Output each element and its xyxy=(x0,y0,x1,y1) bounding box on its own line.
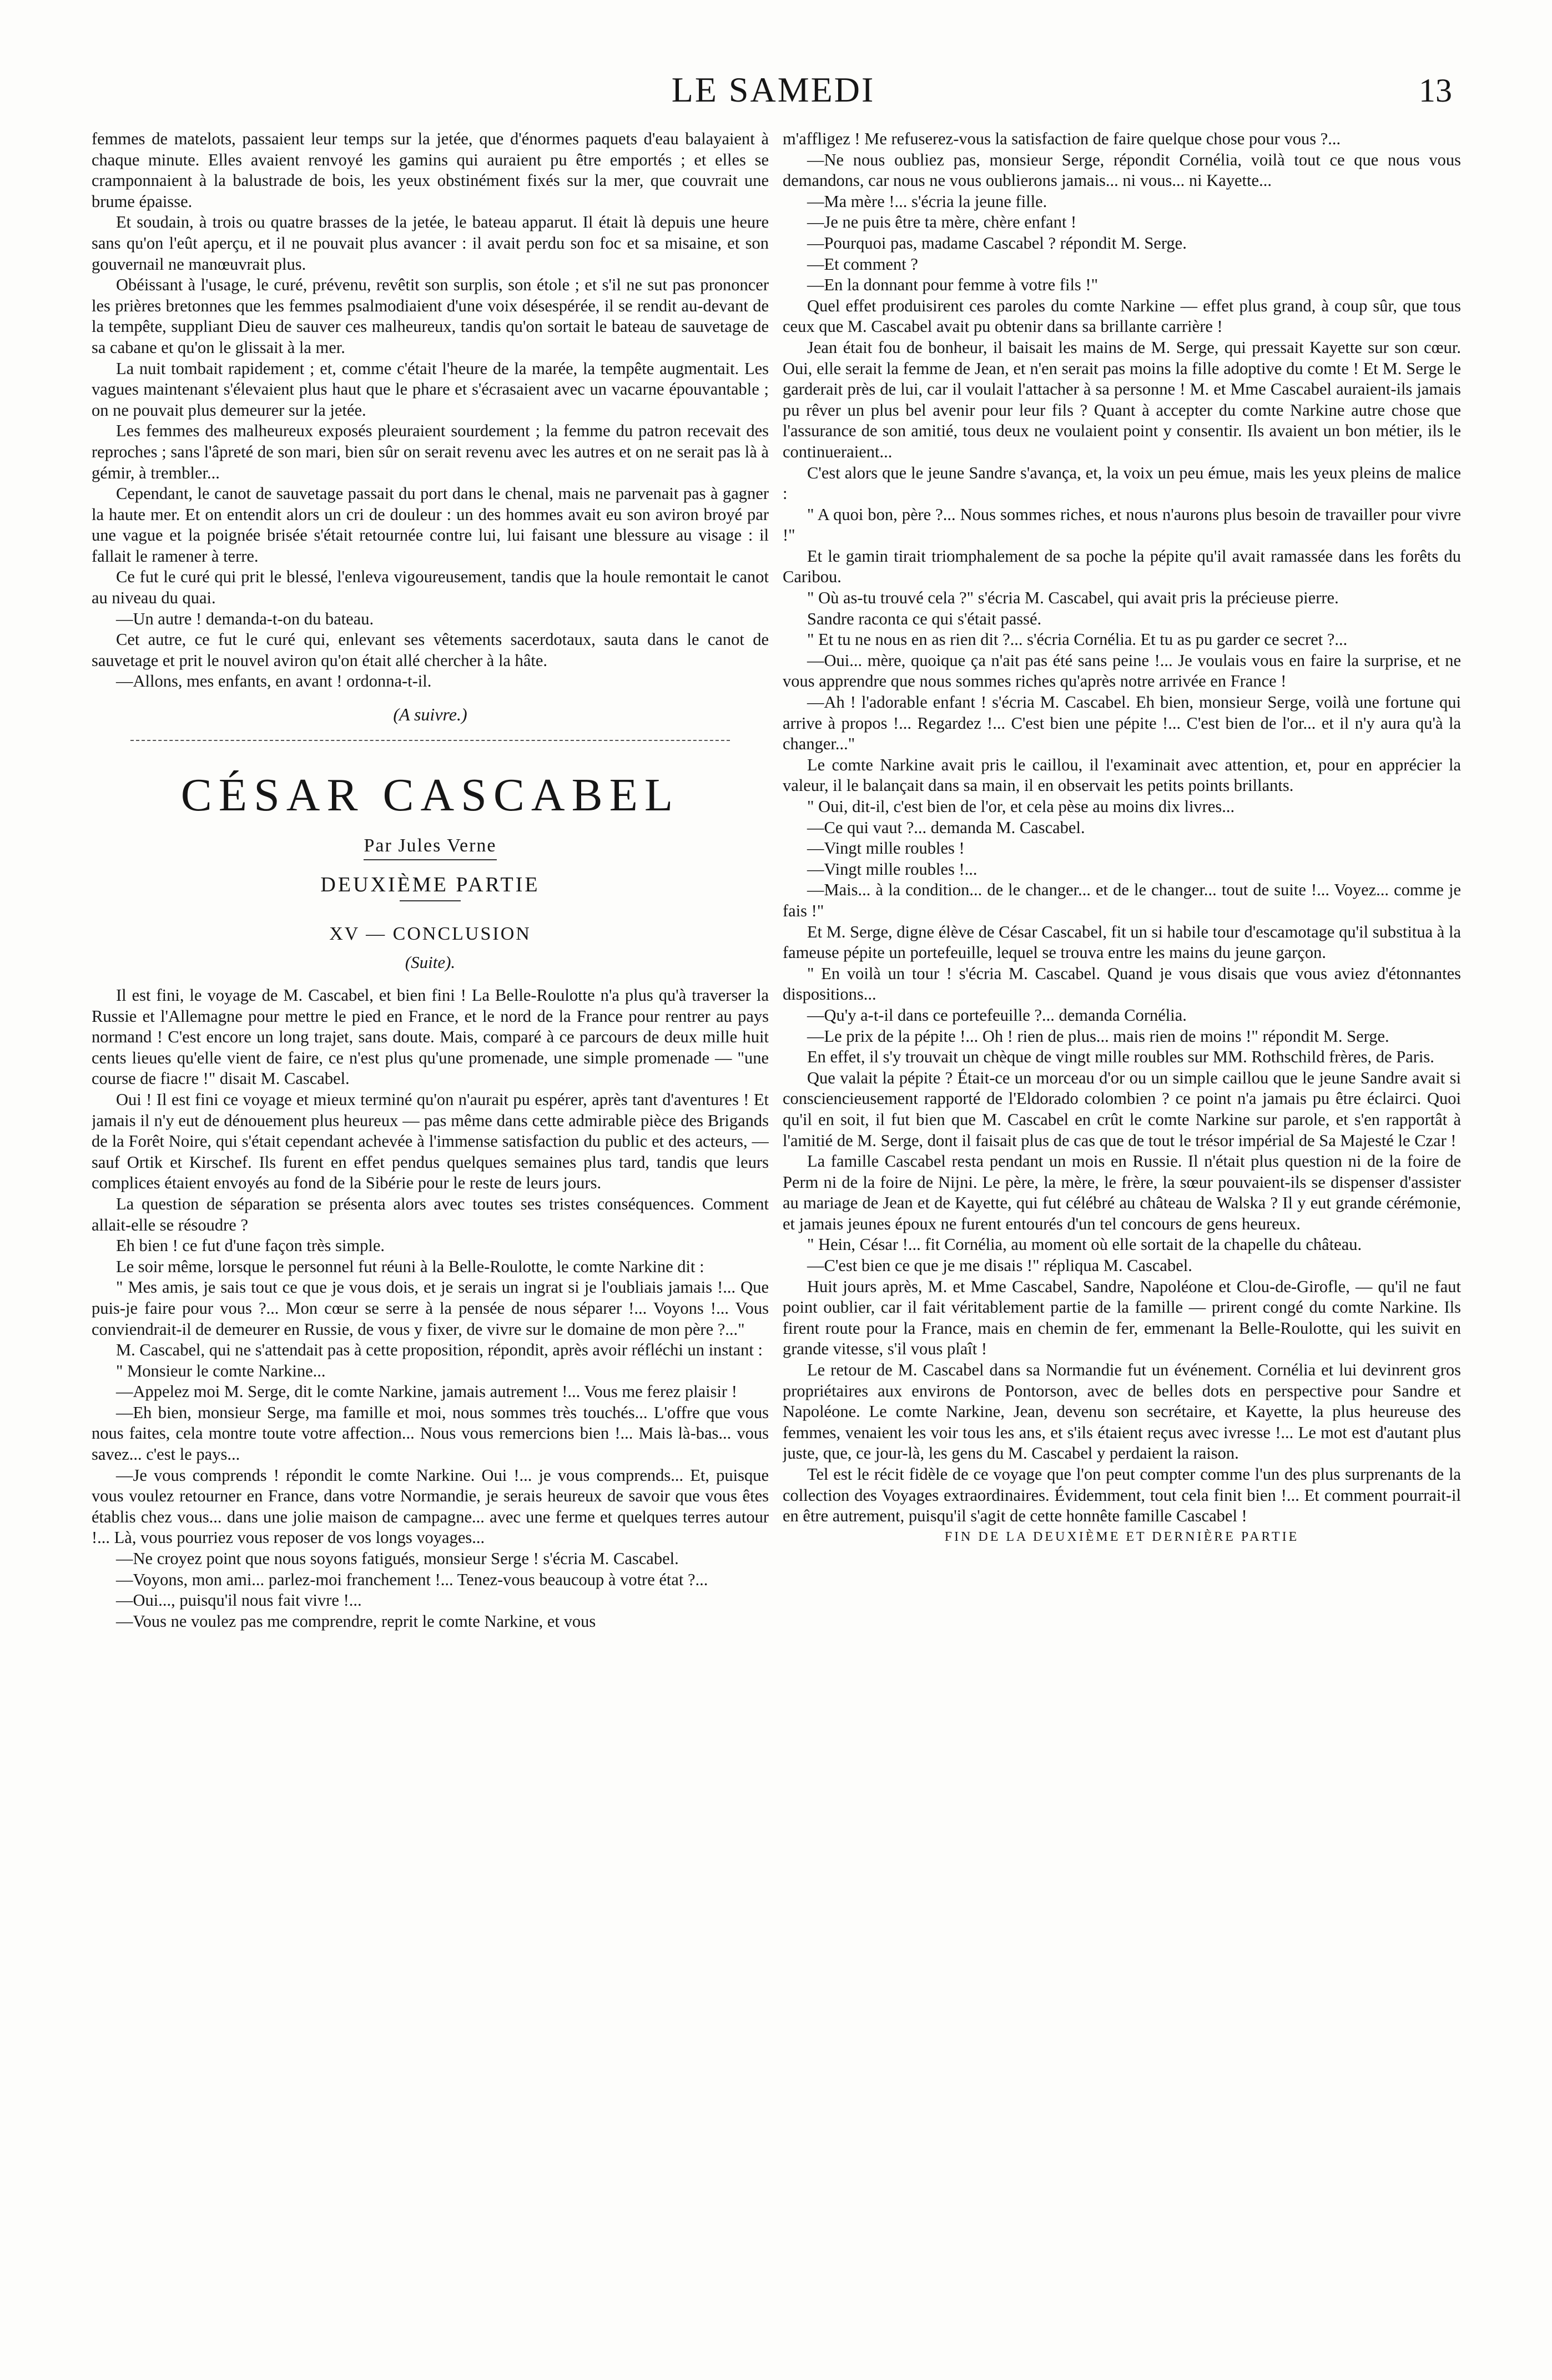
right-column xyxy=(783,129,1461,2305)
paragraph: —Appelez moi M. Serge, dit le comte Narkine, jamais autrement !... Vous me ferez plaisir ! xyxy=(116,1382,737,1401)
paragraph: —Vingt mille roubles !... xyxy=(807,859,977,879)
paragraph: Quel effet produisirent ces paroles du comte Narkine — effet plus grand, à coup sûr, que tous ceux que M. Cascabel avait pu obtenir dans sa brillante carrière ! xyxy=(783,296,1461,336)
article-byline: Par Jules Verne xyxy=(364,835,497,856)
paragraph: —Pourquoi pas, madame Cascabel ? répondit M. Serge. xyxy=(807,233,1187,253)
paragraph: Et soudain, à trois ou quatre brasses de la jetée, le bateau apparut. Il était là depuis une heure sans qu'on l'eût aperçu, et il ne pouvait plus avancer : il avait perdu son foc et sa misaine, et son gouvernail ne manœuvrait plus. xyxy=(92,213,769,274)
paragraph: Huit jours après, M. et Mme Cascabel, Sandre, Napoléone et Clou-de-Girofle, — qu'il ne faut point oublier, car il fait véritablement partie de la famille — prirent congé du comte Narkine. Ils firent route pour la France, mais en chemin de fer, emmenant la Belle-Roulotte, qui les suivit en grande vitesse, s'il vous plaît ! xyxy=(783,1277,1461,1359)
paragraph: —Oui..., puisqu'il nous fait vivre !... xyxy=(116,1591,362,1610)
paragraph: Que valait la pépite ? Était-ce un morceau d'or ou un simple caillou que le jeune Sandre avait si consciencieusement rapporté de l'Eldorado colombien ? ce point n'a jamais pu être éclairci. Quoi qu'il en soit, il fut bien que M. Cascabel en crût le comte Narkine sur parole, et s'en rapportât à l'amitié de M. Serge, dont il faisait plus de cas que de tout le trésor impérial de Sa Majesté le Czar ! xyxy=(783,1068,1461,1150)
paragraph: —Je vous comprends ! répondit le comte Narkine. Oui !... je vous comprends... Et, puisque vous voulez retourner en France, dans votre Normandie, je serais heureux de savoir que vous êtes établis chez vous... dans une jolie maison de campagne... avec une ferme et quelques terres autour !... Là, vous pourriez vous reposer de vos longs voyages... xyxy=(92,1465,769,1547)
paragraph: Et M. Serge, digne élève de César Cascabel, fit un si habile tour d'escamotage qu'il substitua à la fameuse pépite un portefeuille, lequel se trouva entre les mains du jeune garçon. xyxy=(783,922,1461,962)
paragraph: En effet, il s'y trouvait un chèque de vingt mille roubles sur MM. Rothschild frères, de Paris. xyxy=(807,1047,1434,1067)
paragraph: —Qu'y a-t-il dans ce portefeuille ?... demanda Cornélia. xyxy=(807,1005,1187,1025)
article-part: DEUXIÈME PARTIE xyxy=(320,873,540,897)
paragraph: M. Cascabel, qui ne s'attendait pas à cette proposition, répondit, après avoir réfléchi un instant : xyxy=(116,1340,763,1360)
running-title: LE SAMEDI xyxy=(671,70,875,109)
paragraph: —Vous ne voulez pas me comprendre, reprit le comte Narkine, et vous xyxy=(116,1611,596,1631)
paragraph: " Hein, César !... fit Cornélia, au moment où elle sortait de la chapelle du château. xyxy=(807,1235,1362,1254)
paragraph: —Le prix de la pépite !... Oh ! rien de plus... mais rien de moins !" répondit M. Serge. xyxy=(807,1026,1389,1046)
paragraph: " Où as-tu trouvé cela ?" s'écria M. Cascabel, qui avait pris la précieuse pierre. xyxy=(807,588,1339,608)
paragraph: Ce fut le curé qui prit le blessé, l'enleva vigoureusement, tandis que la houle remontait le canot au niveau du quai. xyxy=(92,567,769,608)
paragraph: —Mais... à la condition... de le changer... et de le changer... tout de suite !... Voyez... comme je fais !" xyxy=(783,880,1461,920)
paragraph: —Ne croyez point que nous soyons fatigués, monsieur Serge ! s'écria M. Cascabel. xyxy=(116,1549,679,1569)
paragraph: " En voilà un tour ! s'écria M. Cascabel. Quand je vous disais que vous aviez d'étonnantes dispositions... xyxy=(783,964,1461,1004)
article-title: CÉSAR CASCABEL xyxy=(180,769,680,821)
a-suivre-note: (A suivre.) xyxy=(393,704,467,725)
paragraph: Le comte Narkine avait pris le caillou, il l'examinait avec attention, et, pour en apprécier la valeur, il le balançait dans sa main, il en observait les petits points brillants. xyxy=(783,755,1461,795)
paragraph: —Ma mère !... s'écria la jeune fille. xyxy=(807,191,1047,211)
paragraph: Il est fini, le voyage de M. Cascabel, et bien fini ! La Belle-Roulotte n'a plus qu'à traverser la Russie et l'Allemagne pour mettre le pied en France, et le nord de la France pour rentrer au pays normand ! C'est encore un long trajet, sans doute. Mais, comparé à ce parcours de deux mille huit cents lieues qu'elle vient de faire, ce n'est plus qu'une promenade, une simple promenade — "une course de fiacre !" disait M. Cascabel. xyxy=(92,986,769,1088)
paragraph: La nuit tombait rapidement ; et, comme c'était l'heure de la marée, la tempête augmentait. Les vagues maintenant s'élevaient plus haut que le phare et s'écrasaient avec un vacarne épouvantable ; on ne pouvait plus demeurer sur la jetée. xyxy=(92,359,769,420)
paragraph: —Et comment ? xyxy=(807,254,918,274)
paragraph: —Ce qui vaut ?... demanda M. Cascabel. xyxy=(807,818,1085,837)
paragraph: Le soir même, lorsque le personnel fut réuni à la Belle-Roulotte, le comte Narkine dit : xyxy=(116,1257,704,1276)
section-divider xyxy=(130,740,730,741)
left-column xyxy=(92,129,769,2305)
paragraph: —C'est bien ce que je me disais !" répliqua M. Cascabel. xyxy=(807,1256,1192,1275)
paragraph: Cependant, le canot de sauvetage passait du port dans le chenal, mais ne parvenait pas à gagner la haute mer. Et on entendit alors un cri de douleur : un des hommes avait eu son aviron broyé par une vague et la poignée brisée s'était retournée contre lui, lui faisant une blessure au visage : il fallait le ramener à terre. xyxy=(92,484,769,566)
paragraph: " Oui, dit-il, c'est bien de l'or, et cela pèse au moins dix livres... xyxy=(807,797,1235,816)
paragraph: Jean était fou de bonheur, il baisait les mains de M. Serge, qui pressait Kayette sur son cœur. Oui, elle serait la femme de Jean, et n'en serait pas moins la fille adoptive du comte ! Et M. Serge le garderait près de lui, car il voulait l'attacher à sa personne ! M. et Mme Cascabel auraient-ils jamais pu rêver un plus bel avenir pour leur fils ? Quant à accepter du comte Narkine autre chose que l'assurance de son amitié, tous deux ne voulaient point y consentir. Ils avaient un bon métier, ils le continueraient... xyxy=(783,337,1461,461)
paragraph: Eh bien ! ce fut d'une façon très simple. xyxy=(116,1236,385,1255)
part-rule xyxy=(400,900,461,901)
paragraph: Obéissant à l'usage, le curé, prévenu, revêtit son surplis, son étole ; et s'il ne sut pas prononcer les prières bretonnes que les femmes psalmodiaient d'une voix désespérée, il se rendit au-devant de la tempête, suppliant Dieu de sauver ces malheureux, tandis qu'on sortait le bateau de sauvetage de sa cabane et qu'on le glissait à la mer. xyxy=(92,275,769,357)
paragraph: —En la donnant pour femme à votre fils !" xyxy=(807,275,1099,295)
paragraph: —Vingt mille roubles ! xyxy=(807,839,965,858)
paragraph: m'affligez ! Me refuserez-vous la satisfaction de faire quelque chose pour vous ?... xyxy=(783,129,1341,148)
paragraph: femmes de matelots, passaient leur temps sur la jetée, que d'énormes paquets d'eau balayaient à chaque minute. Elles avaient renvoyé les gamins qui auraient pu être emportés ; et elles se cramponnaient à la balustrade de bois, les yeux obstinément fixés sur la mer, que couvrait une brume épaisse. xyxy=(92,129,769,211)
paragraph: Le retour de M. Cascabel dans sa Normandie fut un événement. Cornélia et lui devinrent gros propriétaires aux environs de Pontorson, avec de belles dots en perspective pour Sandre et Napoléone. Le comte Narkine, Jean, devenu son secrétaire, et Kayette, la plus heureuse des femmes, venaient les voir tous les ans, et s'ils étaient reçus avec ivresse !... Le mot est d'autant plus juste, que, ce jour-là, les gens du M. Cascabel y perdaient la raison. xyxy=(783,1360,1461,1463)
paragraph: " Mes amis, je sais tout ce que je vous dois, et je serais un ingrat si je l'oubliais jamais !... Que puis-je faire pour vous ?... Mon cœur se serre à la pensée de nous séparer !... Voyons !... Vous conviendrait-il de demeurer en Russie, de vous y fixer, de vivre sur le domaine de mon père ?..." xyxy=(92,1278,769,1339)
paragraph: " Et tu ne nous en as rien dit ?... s'écria Cornélia. Et tu as pu garder ce secret ?... xyxy=(807,630,1348,649)
paragraph: C'est alors que le jeune Sandre s'avança, et, la voix un peu émue, mais les yeux pleins de malice : xyxy=(783,463,1461,503)
paragraph: Et le gamin tirait triomphalement de sa poche la pépite qu'il avait ramassée dans les forêts du Caribou. xyxy=(783,546,1461,587)
paragraph: —Ah ! l'adorable enfant ! s'écria M. Cascabel. Eh bien, monsieur Serge, voilà une fortune qui arrive à propos !... Regardez !... C'est bien une pépite !... C'est bien de l'or... et il n'y aura qu'à la changer..." xyxy=(783,693,1461,754)
paragraph: La question de séparation se présenta alors avec toutes ses tristes conséquences. Comment allait-elle se résoudre ? xyxy=(92,1194,769,1234)
paragraph: Oui ! Il est fini ce voyage et mieux terminé qu'on n'aurait pu espérer, après tant d'aventures ! Et jamais il n'y eut de dénouement plus heureux — pas même dans cette admirable pièce des Brigands de la Forêt Noire, qui s'était cependant achevée à l'immense satisfaction du public et des acteurs, — sauf Ortik et Kirschef. Ils furent en effet pendus quelques semaines plus tard, tandis que leurs complices étaient envoyés au fond de la Sibérie pour le reste de leurs jours. xyxy=(92,1090,769,1193)
paragraph: —Eh bien, monsieur Serge, ma famille et moi, nous sommes très touchés... L'offre que vous nous faites, cela montre toute votre affection... Nous vous remercions bien !... Mais là-bas... vous savez... c'est le pays... xyxy=(92,1403,769,1464)
paragraph: " Monsieur le comte Narkine... xyxy=(116,1361,326,1380)
page-number: 13 xyxy=(1419,72,1452,109)
paragraph: Les femmes des malheureux exposés pleuraient sourdement ; la femme du patron recevait des reproches ; sans l'âpreté de son mari, bien sûr on serait revenu avec les autres et on ne serait pas là à gémir, à trembler... xyxy=(92,421,769,482)
suite-note: (Suite). xyxy=(405,952,456,972)
paragraph: —Voyons, mon ami... parlez-moi franchement !... Tenez-vous beaucoup à votre état ?... xyxy=(116,1570,708,1589)
paragraph: —Un autre ! demanda-t-on du bateau. xyxy=(116,609,374,628)
byline-rule xyxy=(364,859,497,860)
end-of-part-note: FIN DE LA DEUXIÈME ET DERNIÈRE PARTIE xyxy=(944,1529,1299,1544)
paragraph: —Oui... mère, quoique ça n'ait pas été sans peine !... Je voulais vous en faire la surprise, et ne vous apprendre que nous sommes riches qu'après notre arrivée en France ! xyxy=(783,651,1461,691)
chapter-heading: XV — CONCLUSION xyxy=(329,923,531,944)
paragraph: Sandre raconta ce qui s'était passé. xyxy=(807,609,1042,628)
paragraph: —Allons, mes enfants, en avant ! ordonna-t-il. xyxy=(116,672,432,691)
paragraph: —Ne nous oubliez pas, monsieur Serge, répondit Cornélia, voilà tout ce que nous vous demandons, car nous ne vous oublierons jamais... ni vous... ni Kayette... xyxy=(783,150,1461,190)
paragraph: Cet autre, ce fut le curé qui, enlevant ses vêtements sacerdotaux, sauta dans le canot de sauvetage et prit le nouvel aviron qu'on était allé chercher à la hâte. xyxy=(92,630,769,670)
paragraph: —Je ne puis être ta mère, chère enfant ! xyxy=(807,213,1077,232)
page-header xyxy=(94,69,1452,119)
paragraph: " A quoi bon, père ?... Nous sommes riches, et nous n'aurons plus besoin de travailler pour vivre !" xyxy=(783,505,1461,545)
paragraph: Tel est le récit fidèle de ce voyage que l'on peut compter comme l'un des plus surprenants de la collection des Voyages extraordinaires. Évidemment, tout cela finit bien !... Et comment pourrait-il en être autrement, puisqu'il s'agit de cette honnête famille Cascabel ! xyxy=(783,1465,1461,1526)
paragraph: La famille Cascabel resta pendant un mois en Russie. Il n'était plus question ni de la foire de Perm ni de la foire de Nijni. Le père, la mère, le frère, la sœur pouvaient-ils se dispenser d'assister au mariage de Jean et de Kayette, qui fut célébré au château de Walska ? Il y eut grande cérémonie, et jamais jeunes époux ne furent entourés d'un tel concours de gens heureux. xyxy=(783,1152,1461,1233)
